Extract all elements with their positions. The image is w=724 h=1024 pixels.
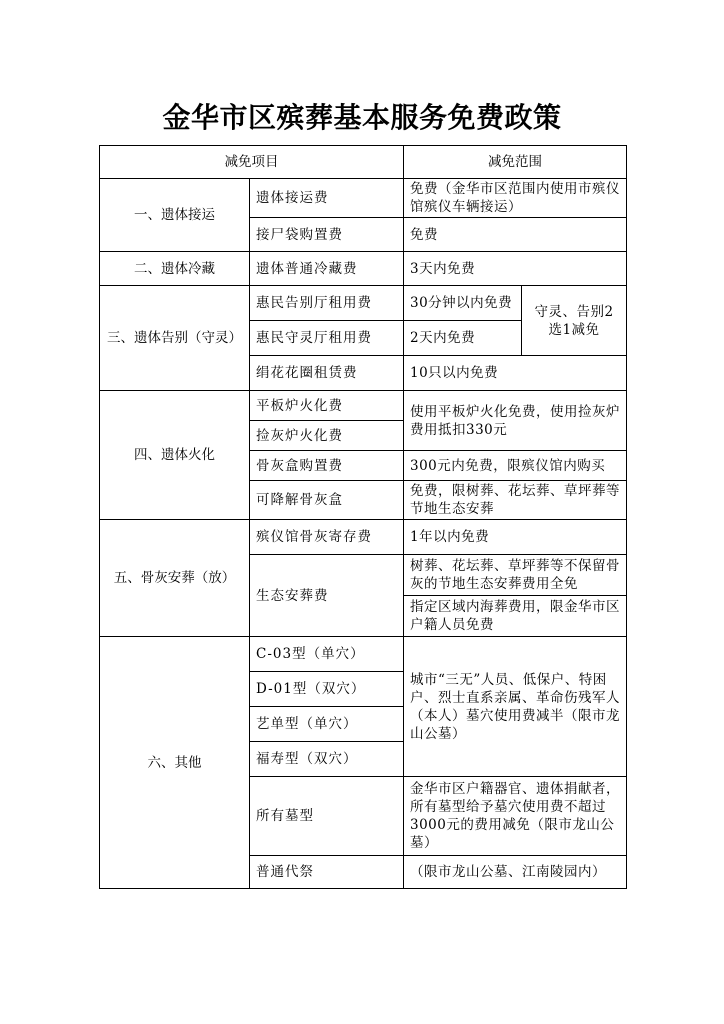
scope-cell: 10只以内免费 xyxy=(404,356,627,391)
scope-cell: 2天内免费 xyxy=(404,321,522,356)
scope-cell: 免费（金华市区范围内使用市殡仪馆殡仪车辆接运） xyxy=(404,179,627,218)
item-cell: 平板炉火化费 xyxy=(250,391,404,421)
item-cell: 绢花花圈租赁费 xyxy=(250,356,404,391)
item-cell: 艺单型（单穴） xyxy=(250,707,404,742)
table-row xyxy=(100,520,627,555)
item-cell: 接尸袋购置费 xyxy=(250,218,404,252)
item-cell: 骨灰盒购置费 xyxy=(250,451,404,481)
scope-cell: 30分钟以内免费 xyxy=(404,286,522,321)
choice-cell: 守灵、告别2选1减免 xyxy=(522,286,627,356)
scope-cell: 使用平板炉火化免费，使用捡灰炉费用抵扣330元 xyxy=(404,391,627,451)
item-cell: 捡灰炉火化费 xyxy=(250,421,404,451)
category-cell: 三、遗体告别（守灵） xyxy=(100,286,250,391)
item-cell: 殡仪馆骨灰寄存费 xyxy=(250,520,404,555)
scope-cell: （限市龙山公墓、江南陵园内） xyxy=(404,856,627,889)
scope-cell: 1年以内免费 xyxy=(404,520,627,555)
item-cell: 可降解骨灰盒 xyxy=(250,481,404,520)
table-row xyxy=(100,286,627,321)
table-row xyxy=(100,252,627,286)
scope-cell: 300元内免费，限殡仪馆内购买 xyxy=(404,451,627,481)
item-cell: 遗体普通冷藏费 xyxy=(250,252,404,286)
item-cell: D-01型（双穴） xyxy=(250,672,404,707)
category-cell: 五、骨灰安葬（放） xyxy=(100,520,250,637)
table-row xyxy=(100,391,627,421)
item-cell: 惠民守灵厅租用费 xyxy=(250,321,404,356)
scope-cell: 3天内免费 xyxy=(404,252,627,286)
category-cell: 四、遗体火化 xyxy=(100,391,250,520)
header-scope: 减免范围 xyxy=(404,146,627,179)
scope-cell: 指定区域内海葬费用，限金华市区户籍人员免费 xyxy=(404,596,627,637)
table-header-row xyxy=(100,146,627,179)
item-cell: 生态安葬费 xyxy=(250,555,404,637)
category-cell: 一、遗体接运 xyxy=(100,179,250,252)
table-row xyxy=(100,637,627,672)
scope-cell: 免费 xyxy=(404,218,627,252)
table-row xyxy=(100,179,627,218)
policy-table xyxy=(99,145,627,889)
header-item: 减免项目 xyxy=(100,146,404,179)
page-title: 金华市区殡葬基本服务免费政策 xyxy=(162,101,562,134)
item-cell: 遗体接运费 xyxy=(250,179,404,218)
item-cell: 惠民告别厅租用费 xyxy=(250,286,404,321)
scope-cell: 城市“三无”人员、低保户、特困户、烈士直系亲属、革命伤残军人（本人）墓穴使用费减半（限市龙山公墓） xyxy=(404,637,627,777)
item-cell: 所有墓型 xyxy=(250,777,404,856)
category-cell: 二、遗体冷藏 xyxy=(100,252,250,286)
scope-cell: 树葬、花坛葬、草坪葬等不保留骨灰的节地生态安葬费用全免 xyxy=(404,555,627,596)
item-cell: C-03型（单穴） xyxy=(250,637,404,672)
item-cell: 福寿型（双穴） xyxy=(250,742,404,777)
scope-cell: 金华市区户籍器官、遗体捐献者，所有墓型给予墓穴使用费不超过3000元的费用减免（限市龙山公墓） xyxy=(404,777,627,856)
item-cell: 普通代祭 xyxy=(250,856,404,889)
category-cell: 六、其他 xyxy=(100,637,250,889)
scope-cell: 免费，限树葬、花坛葬、草坪葬等节地生态安葬 xyxy=(404,481,627,520)
